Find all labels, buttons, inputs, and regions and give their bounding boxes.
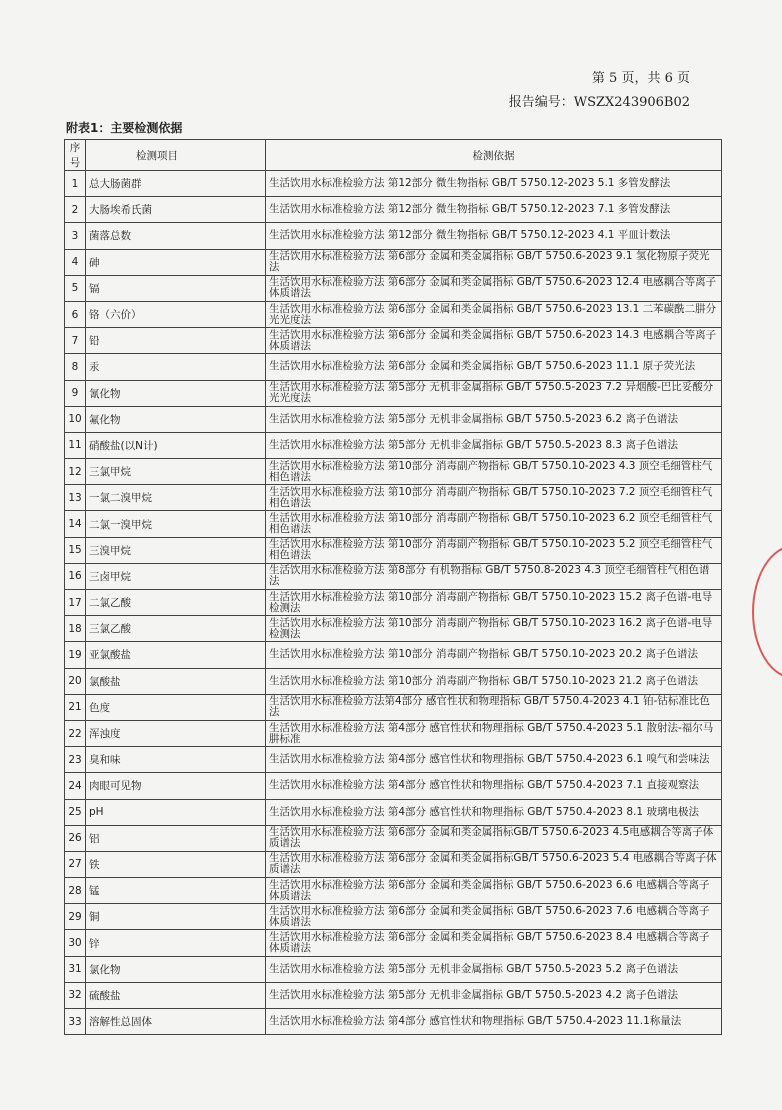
table-row (65, 799, 722, 825)
test-basis: 生活饮用水标准检验方法 第6部分 金属和类金属指标 GB/T 5750.6-2023 8.4 电感耦合等离子体质谱法 (266, 930, 722, 956)
row-number: 12 (65, 459, 86, 485)
test-basis: 生活饮用水标准检验方法 第6部分 金属和类金属指标GB/T 5750.6-2023 5.4 电感耦合等离子体质谱法 (266, 851, 722, 877)
test-item: 溶解性总固体 (86, 1009, 266, 1035)
table-row (65, 328, 722, 354)
row-number: 2 (65, 197, 86, 223)
test-basis: 生活饮用水标准检验方法 第10部分 消毒副产物指标 GB/T 5750.10-2023 7.2 顶空毛细管柱气相色谱法 (266, 485, 722, 511)
test-basis: 生活饮用水标准检验方法 第5部分 无机非金属指标 GB/T 5750.5-2023 6.2 离子色谱法 (266, 406, 722, 432)
table-header-row (65, 140, 722, 171)
row-number: 22 (65, 720, 86, 746)
test-item: 菌落总数 (86, 223, 266, 249)
test-item: 大肠埃希氏菌 (86, 197, 266, 223)
row-number: 5 (65, 275, 86, 301)
table-row (65, 275, 722, 301)
test-basis: 生活饮用水标准检验方法 第4部分 感官性状和物理指标 GB/T 5750.4-2023 5.1 散射法-福尔马肼标准 (266, 720, 722, 746)
row-number: 11 (65, 432, 86, 458)
table-row (65, 485, 722, 511)
row-number: 7 (65, 328, 86, 354)
test-item: 硫酸盐 (86, 982, 266, 1008)
test-item: 氰化物 (86, 380, 266, 406)
table-row (65, 1009, 722, 1035)
test-item: 亚氯酸盐 (86, 642, 266, 668)
test-item: 浑浊度 (86, 720, 266, 746)
test-item: 铅 (86, 328, 266, 354)
table-row (65, 616, 722, 642)
table-row (65, 563, 722, 589)
test-basis: 生活饮用水标准检验方法 第6部分 金属和类金属指标 GB/T 5750.6-2023 7.6 电感耦合等离子体质谱法 (266, 904, 722, 930)
table-row (65, 956, 722, 982)
test-basis: 生活饮用水标准检验方法 第6部分 金属和类金属指标 GB/T 5750.6-2023 13.1 二苯碳酰二肼分光光度法 (266, 301, 722, 327)
test-item: 二氯一溴甲烷 (86, 511, 266, 537)
table-row (65, 747, 722, 773)
row-number: 23 (65, 747, 86, 773)
report-number: 报告编号：WSZX243906B02 (508, 95, 690, 110)
row-number: 18 (65, 616, 86, 642)
test-item: 三溴甲烷 (86, 537, 266, 563)
test-basis: 生活饮用水标准检验方法 第5部分 无机非金属指标 GB/T 5750.5-2023 8.3 离子色谱法 (266, 432, 722, 458)
column-header-item: 检测项目 (86, 140, 266, 171)
test-item: 氯化物 (86, 956, 266, 982)
test-basis: 生活饮用水标准检验方法 第6部分 金属和类金属指标GB/T 5750.6-2023 4.5电感耦合等离子体质谱法 (266, 825, 722, 851)
test-basis: 生活饮用水标准检验方法 第10部分 消毒副产物指标 GB/T 5750.10-2023 15.2 离子色谱-电导检测法 (266, 590, 722, 616)
row-number: 25 (65, 799, 86, 825)
row-number: 14 (65, 511, 86, 537)
test-basis: 生活饮用水标准检验方法 第6部分 金属和类金属指标 GB/T 5750.6-2023 11.1 原子荧光法 (266, 354, 722, 380)
row-number: 28 (65, 878, 86, 904)
table-row (65, 249, 722, 275)
row-number: 31 (65, 956, 86, 982)
row-number: 17 (65, 590, 86, 616)
test-item: 三氯甲烷 (86, 459, 266, 485)
test-item: 色度 (86, 694, 266, 720)
test-basis: 生活饮用水标准检验方法 第8部分 有机物指标 GB/T 5750.8-2023 4.3 顶空毛细管柱气相色谱法 (266, 563, 722, 589)
table-row (65, 354, 722, 380)
page-header-info (509, 68, 690, 114)
table-row (65, 773, 722, 799)
test-basis: 生活饮用水标准检验方法 第10部分 消毒副产物指标 GB/T 5750.10-2023 5.2 顶空毛细管柱气相色谱法 (266, 537, 722, 563)
test-basis: 生活饮用水标准检验方法 第6部分 金属和类金属指标 GB/T 5750.6-2023 14.3 电感耦合等离子体质谱法 (266, 328, 722, 354)
test-basis: 生活饮用水标准检验方法 第10部分 消毒副产物指标 GB/T 5750.10-2023 4.3 顶空毛细管柱气相色谱法 (266, 459, 722, 485)
test-item: 锌 (86, 930, 266, 956)
table-row (65, 223, 722, 249)
test-basis: 生活饮用水标准检验方法 第4部分 感官性状和物理指标 GB/T 5750.4-2023 6.1 嗅气和尝味法 (266, 747, 722, 773)
test-basis: 生活饮用水标准检验方法 第5部分 无机非金属指标 GB/T 5750.5-2023 4.2 离子色谱法 (266, 982, 722, 1008)
table-title: 附表1：主要检测依据 (66, 121, 183, 135)
test-item: 氯酸盐 (86, 668, 266, 694)
table-row (65, 930, 722, 956)
row-number: 30 (65, 930, 86, 956)
test-basis: 生活饮用水标准检验方法 第10部分 消毒副产物指标 GB/T 5750.10-2023 21.2 离子色谱法 (266, 668, 722, 694)
test-basis: 生活饮用水标准检验方法 第12部分 微生物指标 GB/T 5750.12-2023 7.1 多管发酵法 (266, 197, 722, 223)
row-number: 1 (65, 171, 86, 197)
row-number: 33 (65, 1009, 86, 1035)
row-number: 3 (65, 223, 86, 249)
row-number: 16 (65, 563, 86, 589)
table-row (65, 459, 722, 485)
test-basis: 生活饮用水标准检验方法 第4部分 感官性状和物理指标 GB/T 5750.4-2023 8.1 玻璃电极法 (266, 799, 722, 825)
table-row (65, 380, 722, 406)
row-number: 21 (65, 694, 86, 720)
row-number: 6 (65, 301, 86, 327)
test-basis: 生活饮用水标准检验方法 第10部分 消毒副产物指标 GB/T 5750.10-2023 20.2 离子色谱法 (266, 642, 722, 668)
table-row (65, 511, 722, 537)
test-basis: 生活饮用水标准检验方法 第12部分 微生物指标 GB/T 5750.12-2023 4.1 平皿计数法 (266, 223, 722, 249)
test-item: 三卤甲烷 (86, 563, 266, 589)
test-item: 一氯二溴甲烷 (86, 485, 266, 511)
table-row (65, 171, 722, 197)
row-number: 8 (65, 354, 86, 380)
test-basis: 生活饮用水标准检验方法 第5部分 无机非金属指标 GB/T 5750.5-2023 7.2 异烟酸-巴比妥酸分光光度法 (266, 380, 722, 406)
test-item: 总大肠菌群 (86, 171, 266, 197)
row-number: 15 (65, 537, 86, 563)
test-item: 臭和味 (86, 747, 266, 773)
row-number: 29 (65, 904, 86, 930)
test-item: 二氯乙酸 (86, 590, 266, 616)
test-item: 镉 (86, 275, 266, 301)
test-basis: 生活饮用水标准检验方法 第10部分 消毒副产物指标 GB/T 5750.10-2023 16.2 离子色谱-电导检测法 (266, 616, 722, 642)
row-number: 19 (65, 642, 86, 668)
test-basis: 生活饮用水标准检验方法 第6部分 金属和类金属指标 GB/T 5750.6-2023 6.6 电感耦合等离子体质谱法 (266, 878, 722, 904)
test-item: 肉眼可见物 (86, 773, 266, 799)
table-row (65, 590, 722, 616)
table-row (65, 720, 722, 746)
test-item: 氟化物 (86, 406, 266, 432)
test-item: 汞 (86, 354, 266, 380)
test-basis: 生活饮用水标准检验方法 第10部分 消毒副产物指标 GB/T 5750.10-2023 6.2 顶空毛细管柱气相色谱法 (266, 511, 722, 537)
table-row (65, 878, 722, 904)
test-basis: 生活饮用水标准检验方法 第12部分 微生物指标 GB/T 5750.12-2023 5.1 多管发酵法 (266, 171, 722, 197)
table-row (65, 537, 722, 563)
row-number: 24 (65, 773, 86, 799)
row-number: 10 (65, 406, 86, 432)
row-number: 4 (65, 249, 86, 275)
row-number: 26 (65, 825, 86, 851)
row-number: 32 (65, 982, 86, 1008)
test-basis-table (64, 139, 722, 1035)
test-item: 硝酸盐(以N计) (86, 432, 266, 458)
table-row (65, 642, 722, 668)
table-row (65, 406, 722, 432)
test-item: 砷 (86, 249, 266, 275)
table-row (65, 197, 722, 223)
table-row (65, 825, 722, 851)
test-item: 锰 (86, 878, 266, 904)
test-item: 铬（六价） (86, 301, 266, 327)
page-number: 第 5 页，共 6 页 (591, 71, 690, 86)
test-basis: 生活饮用水标准检验方法 第4部分 感官性状和物理指标 GB/T 5750.4-2023 7.1 直接观察法 (266, 773, 722, 799)
column-header-basis: 检测依据 (266, 140, 722, 171)
row-number: 9 (65, 380, 86, 406)
red-seal-stamp (752, 545, 782, 679)
table-row (65, 301, 722, 327)
table-row (65, 668, 722, 694)
row-number: 20 (65, 668, 86, 694)
test-item: 铝 (86, 825, 266, 851)
table-row (65, 904, 722, 930)
test-basis: 生活饮用水标准检验方法 第5部分 无机非金属指标 GB/T 5750.5-2023 5.2 离子色谱法 (266, 956, 722, 982)
row-number: 13 (65, 485, 86, 511)
test-item: pH (86, 799, 266, 825)
test-item: 铜 (86, 904, 266, 930)
test-basis: 生活饮用水标准检验方法 第6部分 金属和类金属指标 GB/T 5750.6-2023 9.1 氢化物原子荧光法 (266, 249, 722, 275)
column-header-no: 序号 (65, 140, 86, 171)
table-row (65, 851, 722, 877)
test-item: 三氯乙酸 (86, 616, 266, 642)
table-row (65, 694, 722, 720)
table-row (65, 982, 722, 1008)
test-basis: 生活饮用水标准检验方法 第6部分 金属和类金属指标 GB/T 5750.6-2023 12.4 电感耦合等离子体质谱法 (266, 275, 722, 301)
test-basis: 生活饮用水标准检验方法 第4部分 感官性状和物理指标 GB/T 5750.4-2023 11.1称量法 (266, 1009, 722, 1035)
test-basis: 生活饮用水标准检验方法第4部分 感官性状和物理指标 GB/T 5750.4-2023 4.1 铂-钴标准比色法 (266, 694, 722, 720)
test-item: 铁 (86, 851, 266, 877)
table-row (65, 432, 722, 458)
row-number: 27 (65, 851, 86, 877)
